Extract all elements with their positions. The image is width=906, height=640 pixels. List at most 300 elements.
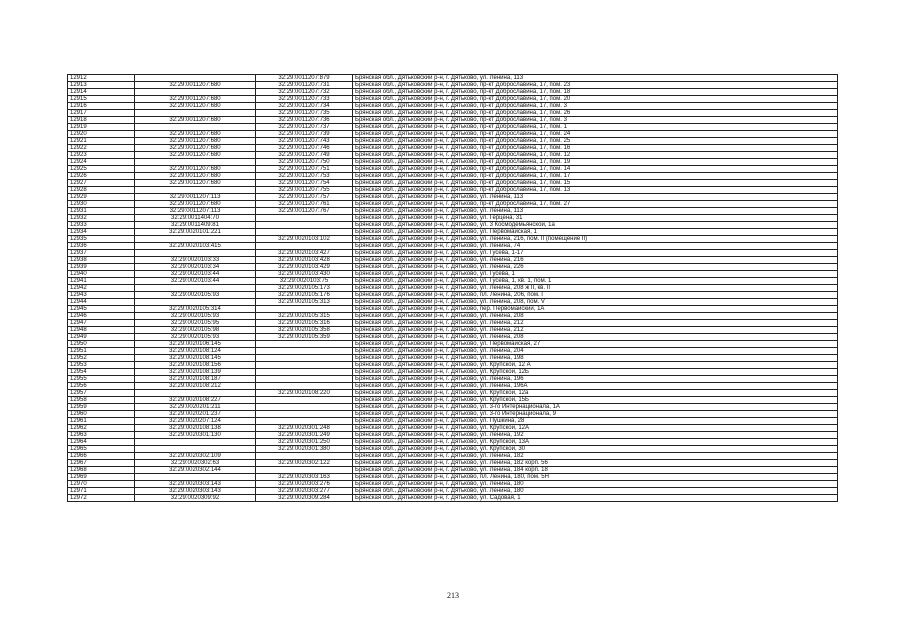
table-row	[68, 243, 838, 250]
parcel-cadastral-cell: 32:29:0011207:680	[135, 166, 256, 173]
object-cadastral-cell: 32:29:0020309:284	[256, 495, 353, 502]
table-row	[68, 145, 838, 152]
table-row	[68, 117, 838, 124]
table-row	[68, 103, 838, 110]
table-row	[68, 453, 838, 460]
object-cadastral-cell	[256, 404, 353, 411]
parcel-cadastral-cell: 32:29:0011207:680	[135, 201, 256, 208]
address-cell: Брянская обл., Дятьковский р-н, г. Дятьково, пр-кт Доброславина, 17, пом. 25	[353, 138, 838, 145]
table-row	[68, 278, 838, 285]
parcel-cadastral-cell: 32:29:0020105:93	[135, 292, 256, 299]
table-row	[68, 383, 838, 390]
object-cadastral-cell: 32:29:0011207:737	[256, 124, 353, 131]
table-row	[68, 432, 838, 439]
row-number-cell: 12969	[68, 474, 135, 481]
object-cadastral-cell	[256, 397, 353, 404]
table-row	[68, 166, 838, 173]
parcel-cadastral-cell: 32:29:0020108:187	[135, 376, 256, 383]
parcel-cadastral-cell: 32:29:0020108:145	[135, 355, 256, 362]
table-row	[68, 320, 838, 327]
parcel-cadastral-cell: 32:29:0020303:143	[135, 488, 256, 495]
parcel-cadastral-cell: 32:29:0011207:680	[135, 131, 256, 138]
row-number-cell: 12951	[68, 348, 135, 355]
address-cell: Брянская обл., Дятьковский р-н, г. Дятьково, ул. Садовая, 1	[353, 495, 838, 502]
address-cell: Брянская обл., Дятьковский р-н, г. Дятьково, ул. Первомайская, 27	[353, 341, 838, 348]
row-number-cell: 12924	[68, 159, 135, 166]
table-row	[68, 173, 838, 180]
parcel-cadastral-cell: 32:29:0020108:138	[135, 425, 256, 432]
row-number-cell: 12949	[68, 334, 135, 341]
object-cadastral-cell: 32:29:0020105:176	[256, 292, 353, 299]
table-row	[68, 355, 838, 362]
table-row	[68, 376, 838, 383]
parcel-cadastral-cell: 32:29:0020105:93	[135, 313, 256, 320]
address-cell: Брянская обл., Дятьковский р-н, г. Дятьково, пл. Ленина, 206, пом. I	[353, 292, 838, 299]
address-cell: Брянская обл., Дятьковский р-н, г. Дятьково, пр-кт Доброславина, 17, пом. 16	[353, 145, 838, 152]
row-number-cell: 12963	[68, 432, 135, 439]
object-cadastral-cell: 32:29:0020103:428	[256, 257, 353, 264]
address-cell: Брянская обл., Дятьковский р-н, г. Дятьково, пл. Ленина, 180, пом. 5Н	[353, 474, 838, 481]
parcel-cadastral-cell: 32:29:0020303:143	[135, 481, 256, 488]
row-number-cell: 12938	[68, 257, 135, 264]
address-cell: Брянская обл., Дятьковский р-н, г. Дятьково, ул. Ленина, 113	[353, 194, 838, 201]
parcel-cadastral-cell: 32:29:0011207:680	[135, 96, 256, 103]
row-number-cell: 12926	[68, 173, 135, 180]
address-cell: Брянская обл., Дятьковский р-н, г. Дятьково, пр-кт Доброславина, 17, пом. 14	[353, 166, 838, 173]
address-cell: Брянская обл., Дятьковский р-н, г. Дятьково, ул. Ленина, 113	[353, 75, 838, 82]
table-row	[68, 327, 838, 334]
object-cadastral-cell: 32:29:0020303:276	[256, 481, 353, 488]
parcel-cadastral-cell	[135, 187, 256, 194]
object-cadastral-cell	[256, 355, 353, 362]
parcel-cadastral-cell: 32:29:0020105:314	[135, 306, 256, 313]
row-number-cell: 12957	[68, 390, 135, 397]
parcel-cadastral-cell: 32:29:0020302:63	[135, 460, 256, 467]
object-cadastral-cell: 32:29:0020103:429	[256, 264, 353, 271]
address-cell: Брянская обл., Дятьковский р-н, г. Дятьково, ул. Крупской, 12Б	[353, 369, 838, 376]
object-cadastral-cell	[256, 341, 353, 348]
row-number-cell: 12929	[68, 194, 135, 201]
object-cadastral-cell: 32:29:0011207:746	[256, 145, 353, 152]
parcel-cadastral-cell: 32:29:0020105:95	[135, 320, 256, 327]
object-cadastral-cell: 32:29:0020103:427	[256, 250, 353, 257]
parcel-cadastral-cell: 32:29:0020201:237	[135, 411, 256, 418]
object-cadastral-cell: 32:29:0020103:75	[256, 278, 353, 285]
object-cadastral-cell: 32:29:0011207:750	[256, 159, 353, 166]
address-cell: Брянская обл., Дятьковский р-н, г. Дятьково, пр-кт Доброславина, 17, пом. 23	[353, 82, 838, 89]
object-cadastral-cell	[256, 222, 353, 229]
address-cell: Брянская обл., Дятьковский р-н, г. Дятьково, пер. Первомайский, 1А	[353, 306, 838, 313]
parcel-cadastral-cell	[135, 446, 256, 453]
table-row	[68, 467, 838, 474]
table-row	[68, 180, 838, 187]
table-row	[68, 334, 838, 341]
address-cell: Брянская обл., Дятьковский р-н, г. Дятьково, ул. Пушкина, 28	[353, 418, 838, 425]
address-cell: Брянская обл., Дятьковский р-н, г. Дятьково, ул. Ленина, 182 корп. 56	[353, 460, 838, 467]
row-number-cell: 12953	[68, 362, 135, 369]
table-row	[68, 460, 838, 467]
row-number-cell: 12944	[68, 299, 135, 306]
table-row	[68, 362, 838, 369]
row-number-cell: 12940	[68, 271, 135, 278]
row-number-cell: 12964	[68, 439, 135, 446]
table-row	[68, 446, 838, 453]
parcel-cadastral-cell: 32:29:0020106:145	[135, 341, 256, 348]
address-cell: Брянская обл., Дятьковский р-н, г. Дятьково, пр-кт Доброславина, 17, пом. 19	[353, 159, 838, 166]
table-row	[68, 481, 838, 488]
parcel-cadastral-cell	[135, 159, 256, 166]
table-row	[68, 215, 838, 222]
address-cell: Брянская обл., Дятьковский р-н, г. Дятьково, пр-кт Доброславина, 17, пом. 13	[353, 187, 838, 194]
address-cell: Брянская обл., Дятьковский р-н, г. Дятьково, ул. Ленина, 196	[353, 376, 838, 383]
object-cadastral-cell: 32:29:0020301:249	[256, 432, 353, 439]
parcel-cadastral-cell: 32:29:0020108:212	[135, 383, 256, 390]
table-row	[68, 404, 838, 411]
row-number-cell: 12918	[68, 117, 135, 124]
table-row	[68, 257, 838, 264]
table-row	[68, 348, 838, 355]
row-number-cell: 12913	[68, 82, 135, 89]
object-cadastral-cell	[256, 453, 353, 460]
address-cell: Брянская обл., Дятьковский р-н, г. Дятьково, пр-кт Доброславина, 17, пом. 15	[353, 180, 838, 187]
parcel-cadastral-cell	[135, 390, 256, 397]
row-number-cell: 12962	[68, 425, 135, 432]
table-row	[68, 75, 838, 82]
object-cadastral-cell: 32:29:0020301:250	[256, 439, 353, 446]
address-cell: Брянская обл., Дятьковский р-н, г. Дятьково, ул. Гусева, 1	[353, 271, 838, 278]
table-row	[68, 397, 838, 404]
row-number-cell: 12966	[68, 453, 135, 460]
object-cadastral-cell	[256, 243, 353, 250]
object-cadastral-cell: 32:29:0011207:757	[256, 194, 353, 201]
address-cell: Брянская обл., Дятьковский р-н, г. Дятьково, ул. Крупской, 13А	[353, 439, 838, 446]
table-row	[68, 411, 838, 418]
table-row	[68, 187, 838, 194]
object-cadastral-cell: 32:29:0011207:732	[256, 89, 353, 96]
parcel-cadastral-cell: 32:29:0020302:109	[135, 453, 256, 460]
address-cell: Брянская обл., Дятьковский р-н, г. Дятьково, ул. Ленина, 74	[353, 243, 838, 250]
table-row	[68, 292, 838, 299]
row-number-cell: 12937	[68, 250, 135, 257]
address-cell: Брянская обл., Дятьковский р-н, г. Дятьково, ул. Ленина, 212	[353, 327, 838, 334]
table-row	[68, 208, 838, 215]
row-number-cell: 12914	[68, 89, 135, 96]
parcel-cadastral-cell	[135, 439, 256, 446]
parcel-cadastral-cell: 32:29:0011207:680	[135, 180, 256, 187]
object-cadastral-cell: 32:29:0020302:122	[256, 460, 353, 467]
table-row	[68, 341, 838, 348]
parcel-cadastral-cell	[135, 285, 256, 292]
table-row	[68, 82, 838, 89]
object-cadastral-cell	[256, 306, 353, 313]
parcel-cadastral-cell: 32:29:0020103:34	[135, 264, 256, 271]
address-cell: Брянская обл., Дятьковский р-н, г. Дятьково, ул. Крупской, 30	[353, 446, 838, 453]
row-number-cell: 12919	[68, 124, 135, 131]
parcel-cadastral-cell: 32:29:0020301:130	[135, 432, 256, 439]
object-cadastral-cell	[256, 418, 353, 425]
parcel-cadastral-cell: 32:29:0020101:221	[135, 229, 256, 236]
address-cell: Брянская обл., Дятьковский р-н, г. Дятьково, пр-кт Доброславина, 17, пом. 17	[353, 173, 838, 180]
table-row	[68, 369, 838, 376]
row-number-cell: 12946	[68, 313, 135, 320]
table-row	[68, 194, 838, 201]
address-cell: Брянская обл., Дятьковский р-н, г. Дятьково, ул. Ленина, 204	[353, 348, 838, 355]
address-cell: Брянская обл., Дятьковский р-н, г. Дятьково, ул. Ленина, 226	[353, 264, 838, 271]
object-cadastral-cell: 32:29:0020103:102	[256, 236, 353, 243]
object-cadastral-cell: 32:29:0020108:220	[256, 390, 353, 397]
parcel-cadastral-cell	[135, 236, 256, 243]
address-cell: Брянская обл., Дятьковский р-н, г. Дятьково, ул. Ленина, 216	[353, 257, 838, 264]
object-cadastral-cell: 32:29:0020105:359	[256, 334, 353, 341]
object-cadastral-cell: 32:29:0011207:879	[256, 75, 353, 82]
table-row	[68, 425, 838, 432]
object-cadastral-cell	[256, 362, 353, 369]
row-number-cell: 12916	[68, 103, 135, 110]
address-cell: Брянская обл., Дятьковский р-н, г. Дятьково, ул. Ленина, 113	[353, 208, 838, 215]
object-cadastral-cell: 32:29:0011207:767	[256, 208, 353, 215]
row-number-cell: 12961	[68, 418, 135, 425]
table-row	[68, 495, 838, 502]
table-row	[68, 96, 838, 103]
parcel-cadastral-cell	[135, 299, 256, 306]
object-cadastral-cell: 32:29:0020105:315	[256, 313, 353, 320]
parcel-cadastral-cell: 32:29:0020103:44	[135, 278, 256, 285]
object-cadastral-cell: 32:29:0020105:316	[256, 320, 353, 327]
object-cadastral-cell	[256, 348, 353, 355]
parcel-cadastral-cell: 32:29:0011207:113	[135, 208, 256, 215]
table-row	[68, 271, 838, 278]
address-cell: Брянская обл., Дятьковский р-н, г. Дятьково, пр-кт Доброславина, 17, пом. 12	[353, 152, 838, 159]
object-cadastral-cell: 32:29:0011207:739	[256, 131, 353, 138]
object-cadastral-cell: 32:29:0011207:755	[256, 187, 353, 194]
object-cadastral-cell: 32:29:0020105:358	[256, 327, 353, 334]
table-row	[68, 201, 838, 208]
row-number-cell: 12925	[68, 166, 135, 173]
object-cadastral-cell: 32:29:0011207:731	[256, 82, 353, 89]
address-cell: Брянская обл., Дятьковский р-н, г. Дятьково, ул. Ленина, 184 корп. 18	[353, 467, 838, 474]
table-row	[68, 390, 838, 397]
row-number-cell: 12922	[68, 145, 135, 152]
object-cadastral-cell: 32:29:0011207:743	[256, 138, 353, 145]
object-cadastral-cell: 32:29:0020103:430	[256, 271, 353, 278]
address-cell: Брянская обл., Дятьковский р-н, г. Дятьково, ул. Гусева, 1-17	[353, 250, 838, 257]
object-cadastral-cell	[256, 229, 353, 236]
object-cadastral-cell: 32:29:0011207:733	[256, 96, 353, 103]
address-cell: Брянская обл., Дятьковский р-н, г. Дятьково, пр-кт Доброславина, 17, пом. 27	[353, 201, 838, 208]
table-row	[68, 124, 838, 131]
object-cadastral-cell	[256, 376, 353, 383]
address-cell: Брянская обл., Дятьковский р-н, г. Дятьково, ул. Ленина, 196А	[353, 383, 838, 390]
address-cell: Брянская обл., Дятьковский р-н, г. Дятьково, ул. 3-го Интернационала, 1А	[353, 404, 838, 411]
row-number-cell: 12931	[68, 208, 135, 215]
parcel-cadastral-cell: 32:29:0020105:93	[135, 334, 256, 341]
parcel-cadastral-cell	[135, 75, 256, 82]
row-number-cell: 12958	[68, 397, 135, 404]
object-cadastral-cell: 32:29:0011207:736	[256, 117, 353, 124]
row-number-cell: 12972	[68, 495, 135, 502]
address-cell: Брянская обл., Дятьковский р-н, г. Дятьково, пр-кт Доброславина, 17, пом. 26	[353, 110, 838, 117]
parcel-cadastral-cell: 32:29:0011207:680	[135, 117, 256, 124]
parcel-cadastral-cell: 32:29:0020302:144	[135, 467, 256, 474]
table-row	[68, 418, 838, 425]
row-number-cell: 12935	[68, 236, 135, 243]
table-row	[68, 110, 838, 117]
table-row	[68, 306, 838, 313]
address-cell: Брянская обл., Дятьковский р-н, г. Дятьково, ул. Крупской, 12А	[353, 425, 838, 432]
object-cadastral-cell: 32:29:0020303:163	[256, 474, 353, 481]
row-number-cell: 12932	[68, 215, 135, 222]
row-number-cell: 12933	[68, 222, 135, 229]
row-number-cell: 12948	[68, 327, 135, 334]
address-cell: Брянская обл., Дятьковский р-н, г. Дятьково, пр-кт Доброславина, 17, пом. 20	[353, 96, 838, 103]
address-cell: Брянская обл., Дятьковский р-н, г. Дятьково, ул. Ленина, 208 ж II, кв. II	[353, 285, 838, 292]
table-row	[68, 159, 838, 166]
address-cell: Брянская обл., Дятьковский р-н, г. Дятьково, ул. Крупской, 12а	[353, 390, 838, 397]
row-number-cell: 12936	[68, 243, 135, 250]
object-cadastral-cell: 32:29:0011207:751	[256, 166, 353, 173]
parcel-cadastral-cell: 32:29:0020108:124	[135, 348, 256, 355]
address-cell: Брянская обл., Дятьковский р-н, г. Дятьково, ул. Ленина, 198	[353, 355, 838, 362]
row-number-cell: 12943	[68, 292, 135, 299]
row-number-cell: 12945	[68, 306, 135, 313]
table-row	[68, 89, 838, 96]
table-row	[68, 222, 838, 229]
object-cadastral-cell: 32:29:0011207:735	[256, 110, 353, 117]
address-cell: Брянская обл., Дятьковский р-н, г. Дятьково, ул. 3 Космодемьянской, 1а	[353, 222, 838, 229]
object-cadastral-cell: 32:29:0020301:380	[256, 446, 353, 453]
parcel-cadastral-cell: 32:29:0020103:33	[135, 257, 256, 264]
address-cell: Брянская обл., Дятьковский р-н, г. Дятьково, пр-кт Доброславина, 17, пом. 1	[353, 124, 838, 131]
table-row	[68, 488, 838, 495]
row-number-cell: 12954	[68, 369, 135, 376]
address-cell: Брянская обл., Дятьковский р-н, г. Дятьково, пр-кт Доброславина, 17, пом. 3	[353, 103, 838, 110]
table-row	[68, 299, 838, 306]
parcel-cadastral-cell: 32:29:0011207:680	[135, 173, 256, 180]
row-number-cell: 12955	[68, 376, 135, 383]
row-number-cell: 12971	[68, 488, 135, 495]
parcel-cadastral-cell: 32:29:0020108:139	[135, 369, 256, 376]
parcel-cadastral-cell: 32:29:0011207:113	[135, 194, 256, 201]
row-number-cell: 12912	[68, 75, 135, 82]
row-number-cell: 12923	[68, 152, 135, 159]
row-number-cell: 12968	[68, 467, 135, 474]
row-number-cell: 12950	[68, 341, 135, 348]
object-cadastral-cell: 32:29:0020105:313	[256, 299, 353, 306]
object-cadastral-cell: 32:29:0020105:173	[256, 285, 353, 292]
parcel-cadastral-cell: 32:29:0020103:415	[135, 243, 256, 250]
parcel-cadastral-cell	[135, 474, 256, 481]
row-number-cell: 12941	[68, 278, 135, 285]
address-cell: Брянская обл., Дятьковский р-н, г. Дятьково, ул. Герцена, 31	[353, 215, 838, 222]
object-cadastral-cell	[256, 369, 353, 376]
address-cell: Брянская обл., Дятьковский р-н, г. Дятьково, ул. Ленина, 192	[353, 432, 838, 439]
row-number-cell: 12928	[68, 187, 135, 194]
object-cadastral-cell	[256, 215, 353, 222]
address-cell: Брянская обл., Дятьковский р-н, г. Дятьково, ул. 3-го Интернационала, 9	[353, 411, 838, 418]
row-number-cell: 12965	[68, 446, 135, 453]
address-cell: Брянская обл., Дятьковский р-н, г. Дятьково, пр-кт Доброславина, 17, пом. 24	[353, 131, 838, 138]
object-cadastral-cell: 32:29:0011207:753	[256, 173, 353, 180]
parcel-cadastral-cell: 32:29:0020201:211	[135, 404, 256, 411]
row-number-cell: 12970	[68, 481, 135, 488]
object-cadastral-cell: 32:29:0020301:248	[256, 425, 353, 432]
address-cell: Брянская обл., Дятьковский р-н, г. Дятьково, ул. Крупской, 12 А	[353, 362, 838, 369]
parcel-cadastral-cell: 32:29:0011207:680	[135, 152, 256, 159]
parcel-cadastral-cell: 32:29:0020309:92	[135, 495, 256, 502]
parcel-cadastral-cell: 32:29:0020103:44	[135, 271, 256, 278]
row-number-cell: 12956	[68, 383, 135, 390]
table-row	[68, 439, 838, 446]
object-cadastral-cell	[256, 467, 353, 474]
row-number-cell: 12959	[68, 404, 135, 411]
parcel-cadastral-cell	[135, 89, 256, 96]
table-row	[68, 285, 838, 292]
object-cadastral-cell	[256, 411, 353, 418]
row-number-cell: 12920	[68, 131, 135, 138]
parcel-cadastral-cell	[135, 250, 256, 257]
row-number-cell: 12960	[68, 411, 135, 418]
table-row	[68, 152, 838, 159]
object-cadastral-cell: 32:29:0020303:277	[256, 488, 353, 495]
address-cell: Брянская обл., Дятьковский р-н, г. Дятьково, ул. Гусева, 1, кв. 1, пом. 1	[353, 278, 838, 285]
parcel-cadastral-cell: 32:29:0011207:680	[135, 138, 256, 145]
object-cadastral-cell: 32:29:0011207:754	[256, 180, 353, 187]
row-number-cell: 12927	[68, 180, 135, 187]
table-row	[68, 229, 838, 236]
row-number-cell: 12930	[68, 201, 135, 208]
table-row	[68, 138, 838, 145]
object-cadastral-cell: 32:29:0011207:734	[256, 103, 353, 110]
parcel-cadastral-cell: 32:29:0020108:227	[135, 397, 256, 404]
address-cell: Брянская обл., Дятьковский р-н, г. Дятьково, ул. Ленина, 216, пом. II (помещение II)	[353, 236, 838, 243]
row-number-cell: 12952	[68, 355, 135, 362]
object-cadastral-cell: 32:29:0011207:761	[256, 201, 353, 208]
parcel-cadastral-cell: 32:29:0011207:680	[135, 103, 256, 110]
parcel-cadastral-cell: 32:29:0020105:98	[135, 327, 256, 334]
table-row	[68, 131, 838, 138]
parcel-cadastral-cell	[135, 124, 256, 131]
table-row	[68, 264, 838, 271]
address-cell: Брянская обл., Дятьковский р-н, г. Дятьково, ул. Ленина, 180	[353, 481, 838, 488]
address-cell: Брянская обл., Дятьковский р-н, г. Дятьково, ул. Крупской, 15Б	[353, 397, 838, 404]
address-cell: Брянская обл., Дятьковский р-н, г. Дятьково, ул. Ленина, 208	[353, 334, 838, 341]
address-cell: Брянская обл., Дятьковский р-н, г. Дятьково, ул. Ленина, 180	[353, 488, 838, 495]
parcel-cadastral-cell: 32:29:0011404:70	[135, 215, 256, 222]
object-cadastral-cell	[256, 383, 353, 390]
address-cell: Брянская обл., Дятьковский р-н, г. Дятьково, ул. Первомайская, 1	[353, 229, 838, 236]
row-number-cell: 12915	[68, 96, 135, 103]
table-row	[68, 236, 838, 243]
table-row	[68, 250, 838, 257]
parcel-cadastral-cell: 32:29:0011409:81	[135, 222, 256, 229]
table-row	[68, 313, 838, 320]
address-cell: Брянская обл., Дятьковский р-н, г. Дятьково, ул. Ленина, 208	[353, 313, 838, 320]
parcel-cadastral-cell: 32:29:0020207:124	[135, 418, 256, 425]
row-number-cell: 12917	[68, 110, 135, 117]
address-cell: Брянская обл., Дятьковский р-н, г. Дятьково, ул. Ленина, 208, пом. V	[353, 299, 838, 306]
address-cell: Брянская обл., Дятьковский р-н, г. Дятьково, ул. Ленина, 182	[353, 453, 838, 460]
table-row	[68, 474, 838, 481]
row-number-cell: 12942	[68, 285, 135, 292]
page-number: 213	[447, 591, 459, 600]
registry-table-body	[68, 75, 838, 502]
object-cadastral-cell: 32:29:0011207:749	[256, 152, 353, 159]
row-number-cell: 12967	[68, 460, 135, 467]
row-number-cell: 12939	[68, 264, 135, 271]
parcel-cadastral-cell	[135, 110, 256, 117]
row-number-cell: 12947	[68, 320, 135, 327]
row-number-cell: 12921	[68, 138, 135, 145]
